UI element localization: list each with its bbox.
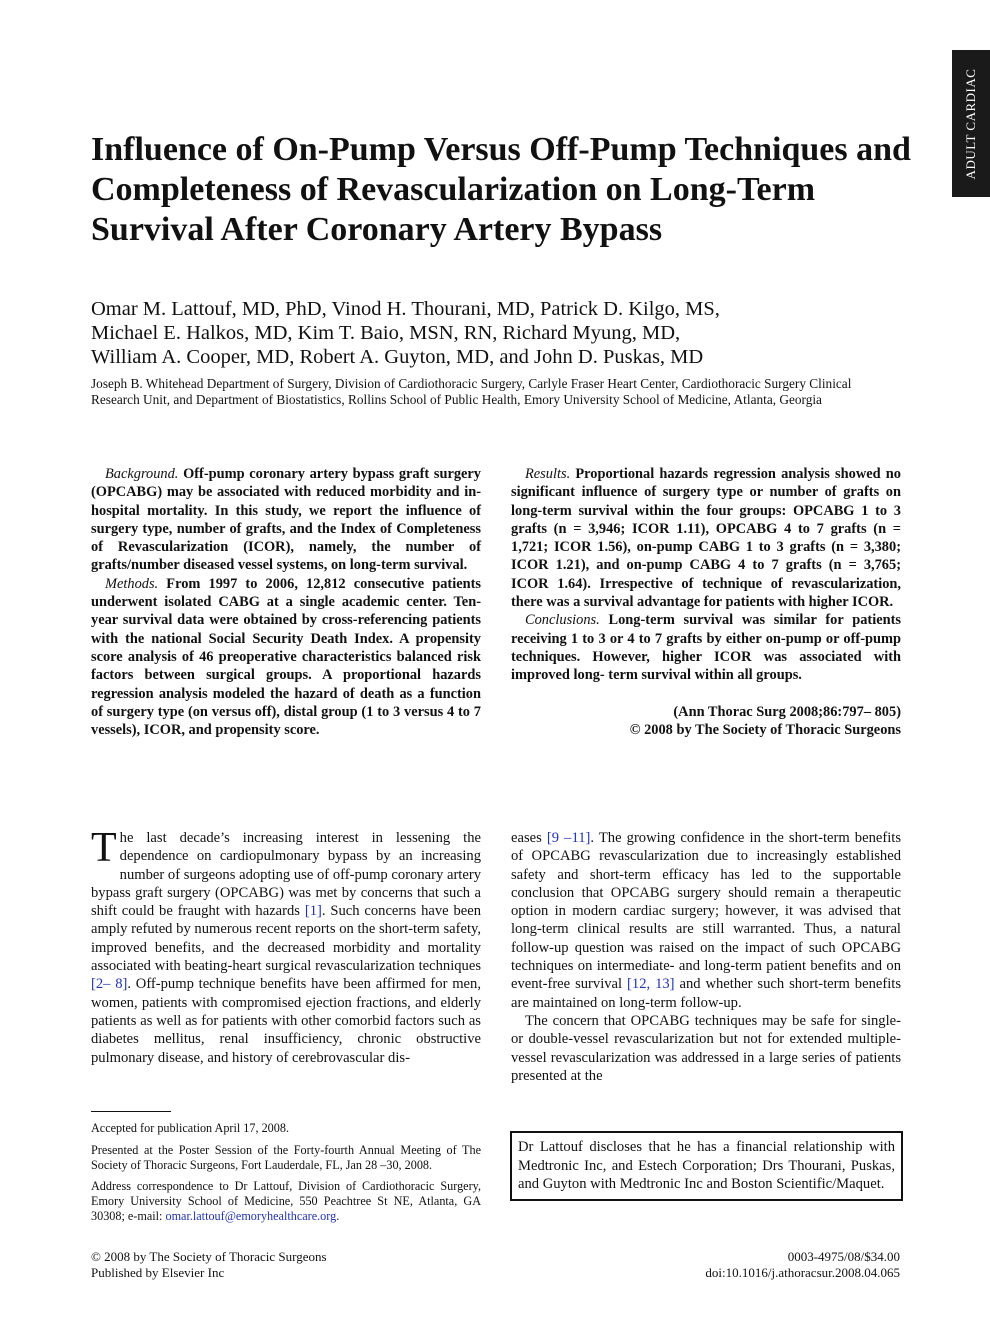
email-link[interactable]: omar.lattouf@emoryhealthcare.org xyxy=(165,1208,337,1223)
results-text: Proportional hazards regression analysis showed no significant influence of surgery type or number of grafts on long-term survival within the four groups: OPCABG 1 to 3 grafts (n = 3,946; ICOR 1.11), OPCABG 4 to 7 grafts (n = 1,721; ICOR 1.56), on-pump CABG 1 to 3 grafts (n = 3,380; ICOR 1.21), and on-pump CABG 4 to 7 grafts (n = 3,765; ICOR 1.64). Irrespective of technique of revascularization, there was a survival advantage for patients with higher ICOR. xyxy=(511,466,901,611)
address-end: . xyxy=(336,1208,340,1223)
body-left-column xyxy=(91,825,482,1067)
footer-left xyxy=(91,1249,327,1281)
author-line: Michael E. Halkos, MD, Kim T. Baio, MSN, RN, Richard Myung, MD, xyxy=(91,322,681,344)
body-text: . Such concerns have been amply refuted by numerous recent reports on the short-term safety, improved benefits, and the decreased morbidity and mortality associated with beating-heart surgical revascularization techniques xyxy=(91,903,482,975)
footer-publisher: Published by Elsevier Inc xyxy=(91,1265,225,1280)
address-text: Address correspondence to Dr Lattouf, Division of Cardiothoracic Surgery, Emory University School of Medicine, 550 Peachtree St NE, Atlanta, GA 30308; e-mail: xyxy=(91,1179,481,1223)
reference-link[interactable]: [2– 8] xyxy=(91,976,128,993)
body-text: . The growing confidence in the short-term benefits of OPCABG revascularization due to increasingly established safety and short-term efficacy has led to the supportable conclusion that OPCABG surgery should remain a therapeutic option in modern cardiac surgery; however, it was advised that long-term clinical results are still warranted. Thus, a natural follow-up question was raised on the impact of such OPCABG techniques on intermediate- and long-term patient benefits and on event-free survival xyxy=(511,830,901,993)
abstract-copyright: © 2008 by The Society of Thoracic Surgeons xyxy=(629,721,901,738)
abstract-conclusions xyxy=(511,611,901,684)
abstract-results xyxy=(511,465,901,611)
section-tab-label: ADULT CARDIAC xyxy=(963,68,978,179)
body-right-column xyxy=(511,829,901,1085)
footer-issn: 0003-4975/08/$34.00 xyxy=(787,1249,900,1264)
conclusions-label: Conclusions. xyxy=(525,612,600,629)
footnotes xyxy=(91,1121,481,1231)
article-title: Influence of On-Pump Versus Off-Pump Techniques and Completeness of Revascularization on Long-Term Survival After Coronary Artery Bypass xyxy=(91,131,911,248)
footer-doi: doi:10.1016/j.athoracsur.2008.04.065 xyxy=(705,1265,900,1280)
background-label: Background. xyxy=(105,466,179,482)
abstract-background xyxy=(91,465,481,575)
abstract-methods xyxy=(91,575,481,740)
footer-copyright: © 2008 by The Society of Thoracic Surgeons xyxy=(91,1249,327,1264)
footnote-divider xyxy=(91,1111,171,1112)
body-paragraph: The concern that OPCABG techniques may be safe for single- or double-vessel revascularization but not for extended multiple-vessel revascularization was addressed in a large series of patients presented at the xyxy=(511,1012,901,1084)
body-text: . Off-pump technique benefits have been affirmed for men, women, patients with compromised ejection fractions, and elderly patients as well as for patients with other comorbid factors such as diabetes mellitus, renal insufficiency, chronic obstructive pulmonary disease, and history of cerebrovascular dis- xyxy=(91,976,481,1066)
methods-label: Methods. xyxy=(105,575,159,592)
results-label: Results. xyxy=(525,466,571,482)
body-text: and whether such short-term benefits are maintained on long-term follow-up. xyxy=(511,976,902,1011)
methods-text: From 1997 to 2006, 12,812 consecutive patients underwent isolated CABG at a single academic center. Ten-year survival data were obtained by cross-referencing patients with the national Social Security Death Index. A propensity score analysis of 46 preoperative characteristics balanced risk factors between surgical groups. A proportional hazards regression analysis modeled the hazard of death as a function of surgery type (on versus off), distal group (1 to 3 versus 4 to 7 vessels), ICOR, and propensity score. xyxy=(91,575,481,739)
author-line: Omar M. Lattouf, MD, PhD, Vinod H. Thourani, MD, Patrick D. Kilgo, MS, xyxy=(91,298,720,320)
conclusions-text: Long-term survival was similar for patients receiving 1 to 3 or 4 to 7 grafts by either on-pump or off-pump techniques. However, higher ICOR was associated with improved long- term survival within all groups. xyxy=(511,612,901,684)
section-tab xyxy=(952,50,990,197)
abstract-right-column xyxy=(511,465,901,739)
drop-cap: T xyxy=(91,825,117,871)
author-list xyxy=(91,297,911,369)
intro-paragraph xyxy=(91,825,482,1067)
author-line: William A. Cooper, MD, Robert A. Guyton, MD, and John D. Puskas, MD xyxy=(91,346,704,368)
affiliation: Joseph B. Whitehead Department of Surgery, Division of Cardiothoracic Surgery, Carlyle Fraser Heart Center, Cardiothoracic Surgery Clinical Research Unit, and Department of Biostatistics, Rollins School of Public Health, Emory University School of Medicine, Atlanta, Georgia xyxy=(91,376,852,407)
reference-link[interactable]: [9 –11] xyxy=(546,830,591,846)
correspondence-note xyxy=(91,1179,481,1223)
accepted-note: Accepted for publication April 17, 2008. xyxy=(91,1121,289,1135)
reference-link[interactable]: [1] xyxy=(304,903,322,920)
body-text: he last decade’s increasing interest in lessening the dependence on cardiopulmonary bypass by an increasing number of surgeons adopting use of off-pump coronary artery bypass graft surgery (OPCABG) was met by concerns that such a shift could be fraught with hazards xyxy=(91,830,481,920)
reference-link[interactable]: [12, 13] xyxy=(627,976,675,993)
citation: (Ann Thorac Surg 2008;86:797– 805) xyxy=(673,703,901,720)
body-text: eases xyxy=(511,830,547,846)
disclosure-box: Dr Lattouf discloses that he has a financial relationship with Medtronic Inc, and Estech Corporation; Drs Thourani, Puskas, and Guyton with Medtronic Inc and Boston Scientific/Maquet. xyxy=(510,1131,903,1201)
background-text: Off-pump coronary artery bypass graft surgery (OPCABG) may be associated with reduced morbidity and in-hospital mortality. In this study, we report the influence of surgery type, number of grafts, and the Index of Completeness of Revascularization (ICOR), namely, the number of grafts/number diseased vessel systems, on long-term survival. xyxy=(91,466,481,574)
presented-note: Presented at the Poster Session of the Forty-fourth Annual Meeting of The Society of Thoracic Surgeons, Fort Lauderdale, FL, Jan 28 –30, 2008. xyxy=(91,1142,481,1172)
abstract-left-column xyxy=(91,465,481,739)
footer-right xyxy=(705,1249,900,1281)
body-paragraph xyxy=(511,829,901,1012)
